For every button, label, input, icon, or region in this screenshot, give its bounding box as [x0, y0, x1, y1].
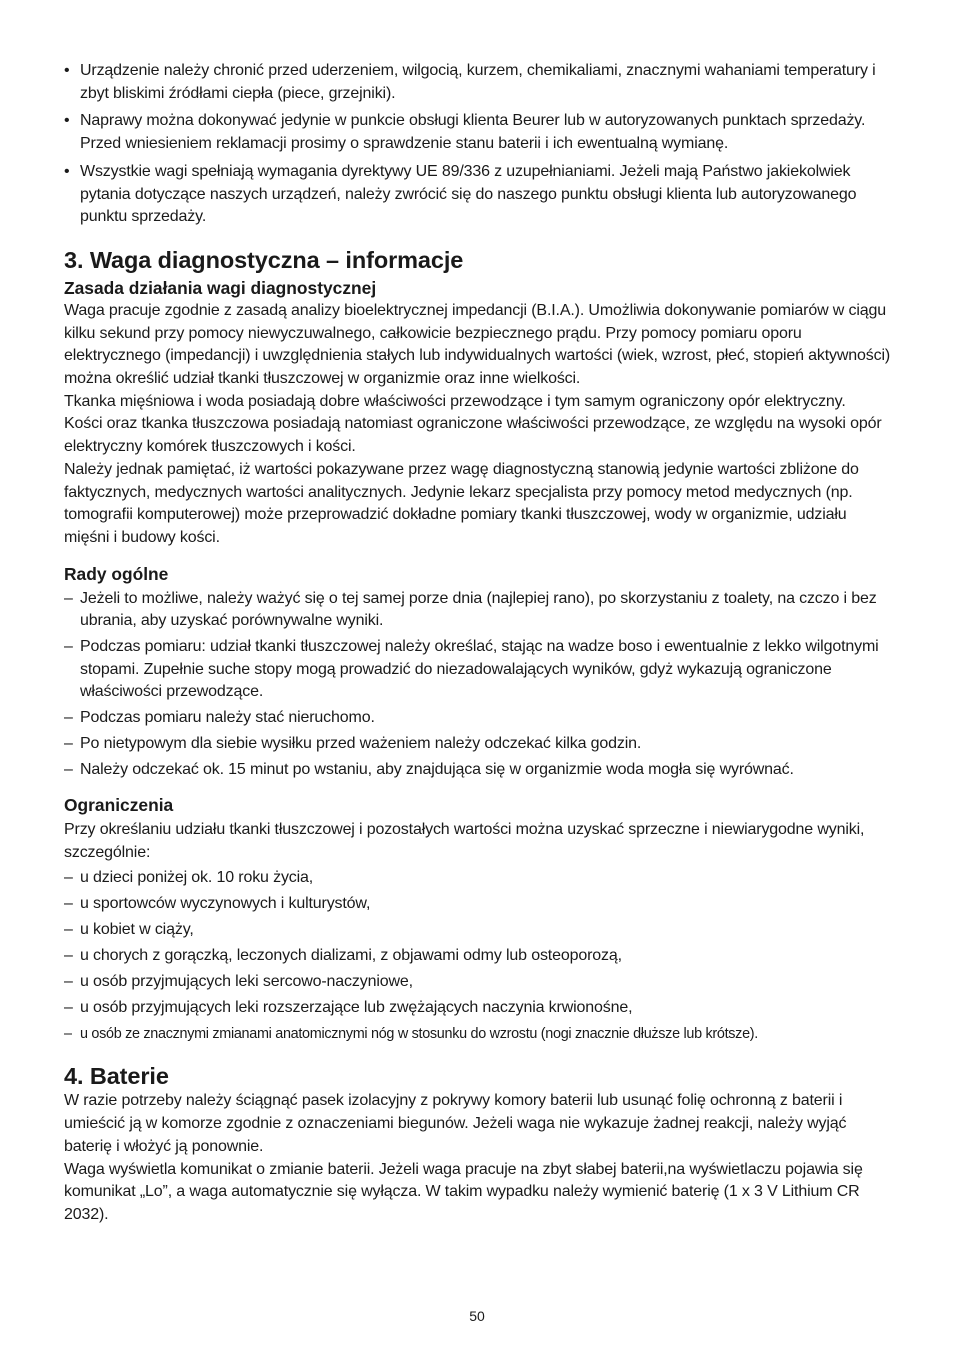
list-item: – u dzieci poniżej ok. 10 roku życia, — [64, 868, 314, 886]
list-item: – u chorych z gorączką, leczonych dializami, z objawami odmy lub osteoporozą, — [64, 946, 622, 964]
list-item: – Po nietypowym dla siebie wysiłku przed ważeniem należy odczekać kilka godzin. — [64, 734, 642, 752]
general-advice-list — [64, 588, 892, 782]
document-page — [64, 60, 892, 1227]
page-number: 50 — [469, 1308, 485, 1324]
paragraph: Tkanka mięśniowa i woda posiadają dobre właściwości przewodzące i tym samym ograniczony opór elektryczny. — [64, 392, 846, 410]
paragraph: Waga pracuje zgodnie z zasadą analizy bioelektrycznej impedancji (B.I.A.). Umożliwia dokonywanie pomiarów w ciągu kilku sekund przy pomocy niewyczuwalnego, całkowicie bezpiecznego prądu. Przy pomocy pomiaru oporu elektrycznego (impedancji) i uwzględnienia stałych lub indywidualnych wartości (wiek, wzrost, płeć, stopień aktywności) można określić udział tkanki tłuszczowej w organizmie oraz inne wielkości. — [64, 301, 891, 388]
list-item: • Urządzenie należy chronić przed uderzeniem, wilgocią, kurzem, chemikaliami, znacznymi wahaniami temperatury i zbyt bliskimi źródłami ciepła (piece, grzejniki). — [64, 62, 876, 102]
list-item: – Podczas pomiaru: udział tkanki tłuszczowej należy określać, stając na wadze boso i ewentualnie z lekko wilgotnymi stopami. Zupełnie suche stopy mogą prowadzić do niezadowalających wyników, gdyż wykazują ograniczone właściwości przewodzące. — [64, 638, 879, 701]
list-item: – u osób przyjmujących leki rozszerzające lub zwężających naczynia krwionośne, — [64, 998, 633, 1016]
paragraph: Należy jednak pamiętać, iż wartości pokazywane przez wagę diagnostyczną stanowią jedynie wartości zbliżone do faktycznych, medycznych wartości analitycznych. Jedynie lekarz specjalista przy pomocy metod medycznych (np. tomografii komputerowej) może przeprowadzić dokładne pomiary tkanki tłuszczowej, wody w organizmie, udziału mięśni i budowy kości. — [64, 460, 859, 546]
list-item: • Naprawy można dokonywać jedynie w punkcie obsługi klienta Beurer lub w autoryzowanych punktach sprzedaży. Przed wniesieniem reklamacji prosimy o sprawdzenie stanu baterii i ich ewentualną wymianę. — [64, 112, 866, 153]
general-advice-heading: Rady ogólne — [64, 563, 169, 584]
list-item: – Należy odczekać ok. 15 minut po wstaniu, aby znajdująca się w organizmie woda mogła się wyrównać. — [64, 760, 794, 778]
section-3-subheading: Zasada działania wagi diagnostycznej — [64, 277, 377, 298]
paragraph: Waga wyświetla komunikat o zmianie baterii. Jeżeli waga pracuje na zbyt słabej baterii,na wyświetlaczu pojawia się komunikat „Lo”, a waga automatycznie się wyłącza. W takim wypadku należy wymienić baterię (1 x 3 V Lithium CR 2032). — [64, 1160, 863, 1223]
paragraph: W razie potrzeby należy ściągnąć pasek izolacyjny z pokrywy komory baterii lub usunąć folię ochronną z baterii i umieścić ją w komorze zgodnie z oznaczeniami biegunów. Jeżeli waga nie wykazuje żadnej reakcji, należy wyjąć baterię i włożyć ją ponownie. — [64, 1092, 847, 1155]
list-item: – u kobiet w ciąży, — [64, 920, 194, 938]
section-4-heading: 4. Baterie — [64, 1063, 169, 1090]
list-item: – u osób przyjmujących leki sercowo-naczyniowe, — [64, 972, 413, 990]
list-item: – u sportowców wyczynowych i kulturystów, — [64, 894, 371, 912]
limitations-list — [64, 867, 892, 1046]
limitations-heading: Ograniczenia — [64, 795, 174, 816]
intro-bullet-list — [64, 60, 892, 229]
list-item: – u osób ze znacznymi zmianami anatomicznymi nóg w stosunku do wzrostu (nogi znacznie dłuższe lub krótsze). — [64, 1025, 758, 1042]
section-3-heading: 3. Waga diagnostyczna – informacje — [64, 246, 464, 273]
list-item: • Wszystkie wagi spełniają wymagania dyrektywy UE 89/336 z uzupełnianiami. Jeżeli mają Państwo jakiekolwiek pytania dotyczące naszych urządzeń, należy zwrócić się do naszego punktu obsługi klienta lub autoryzowanego punktu sprzedaży. — [64, 162, 857, 226]
list-item: – Podczas pomiaru należy stać nieruchomo. — [64, 709, 375, 727]
list-item: – Jeżeli to możliwe, należy ważyć się o tej samej porze dnia (najlepiej rano), po skorzystaniu z toalety, na czczo i bez ubrania, aby uzyskać porównywalne wyniki. — [64, 589, 877, 630]
limitations-intro: Przy określaniu udziału tkanki tłuszczowej i pozostałych wartości można uzyskać sprzeczne i niewiarygodne wyniki, szczególnie: — [64, 821, 865, 861]
paragraph: Kości oraz tkanka tłuszczowa posiadają natomiast ograniczone właściwości przewodzące, ze względu na wysoki opór elektryczny komórek tłuszczowych i kości. — [64, 415, 882, 456]
